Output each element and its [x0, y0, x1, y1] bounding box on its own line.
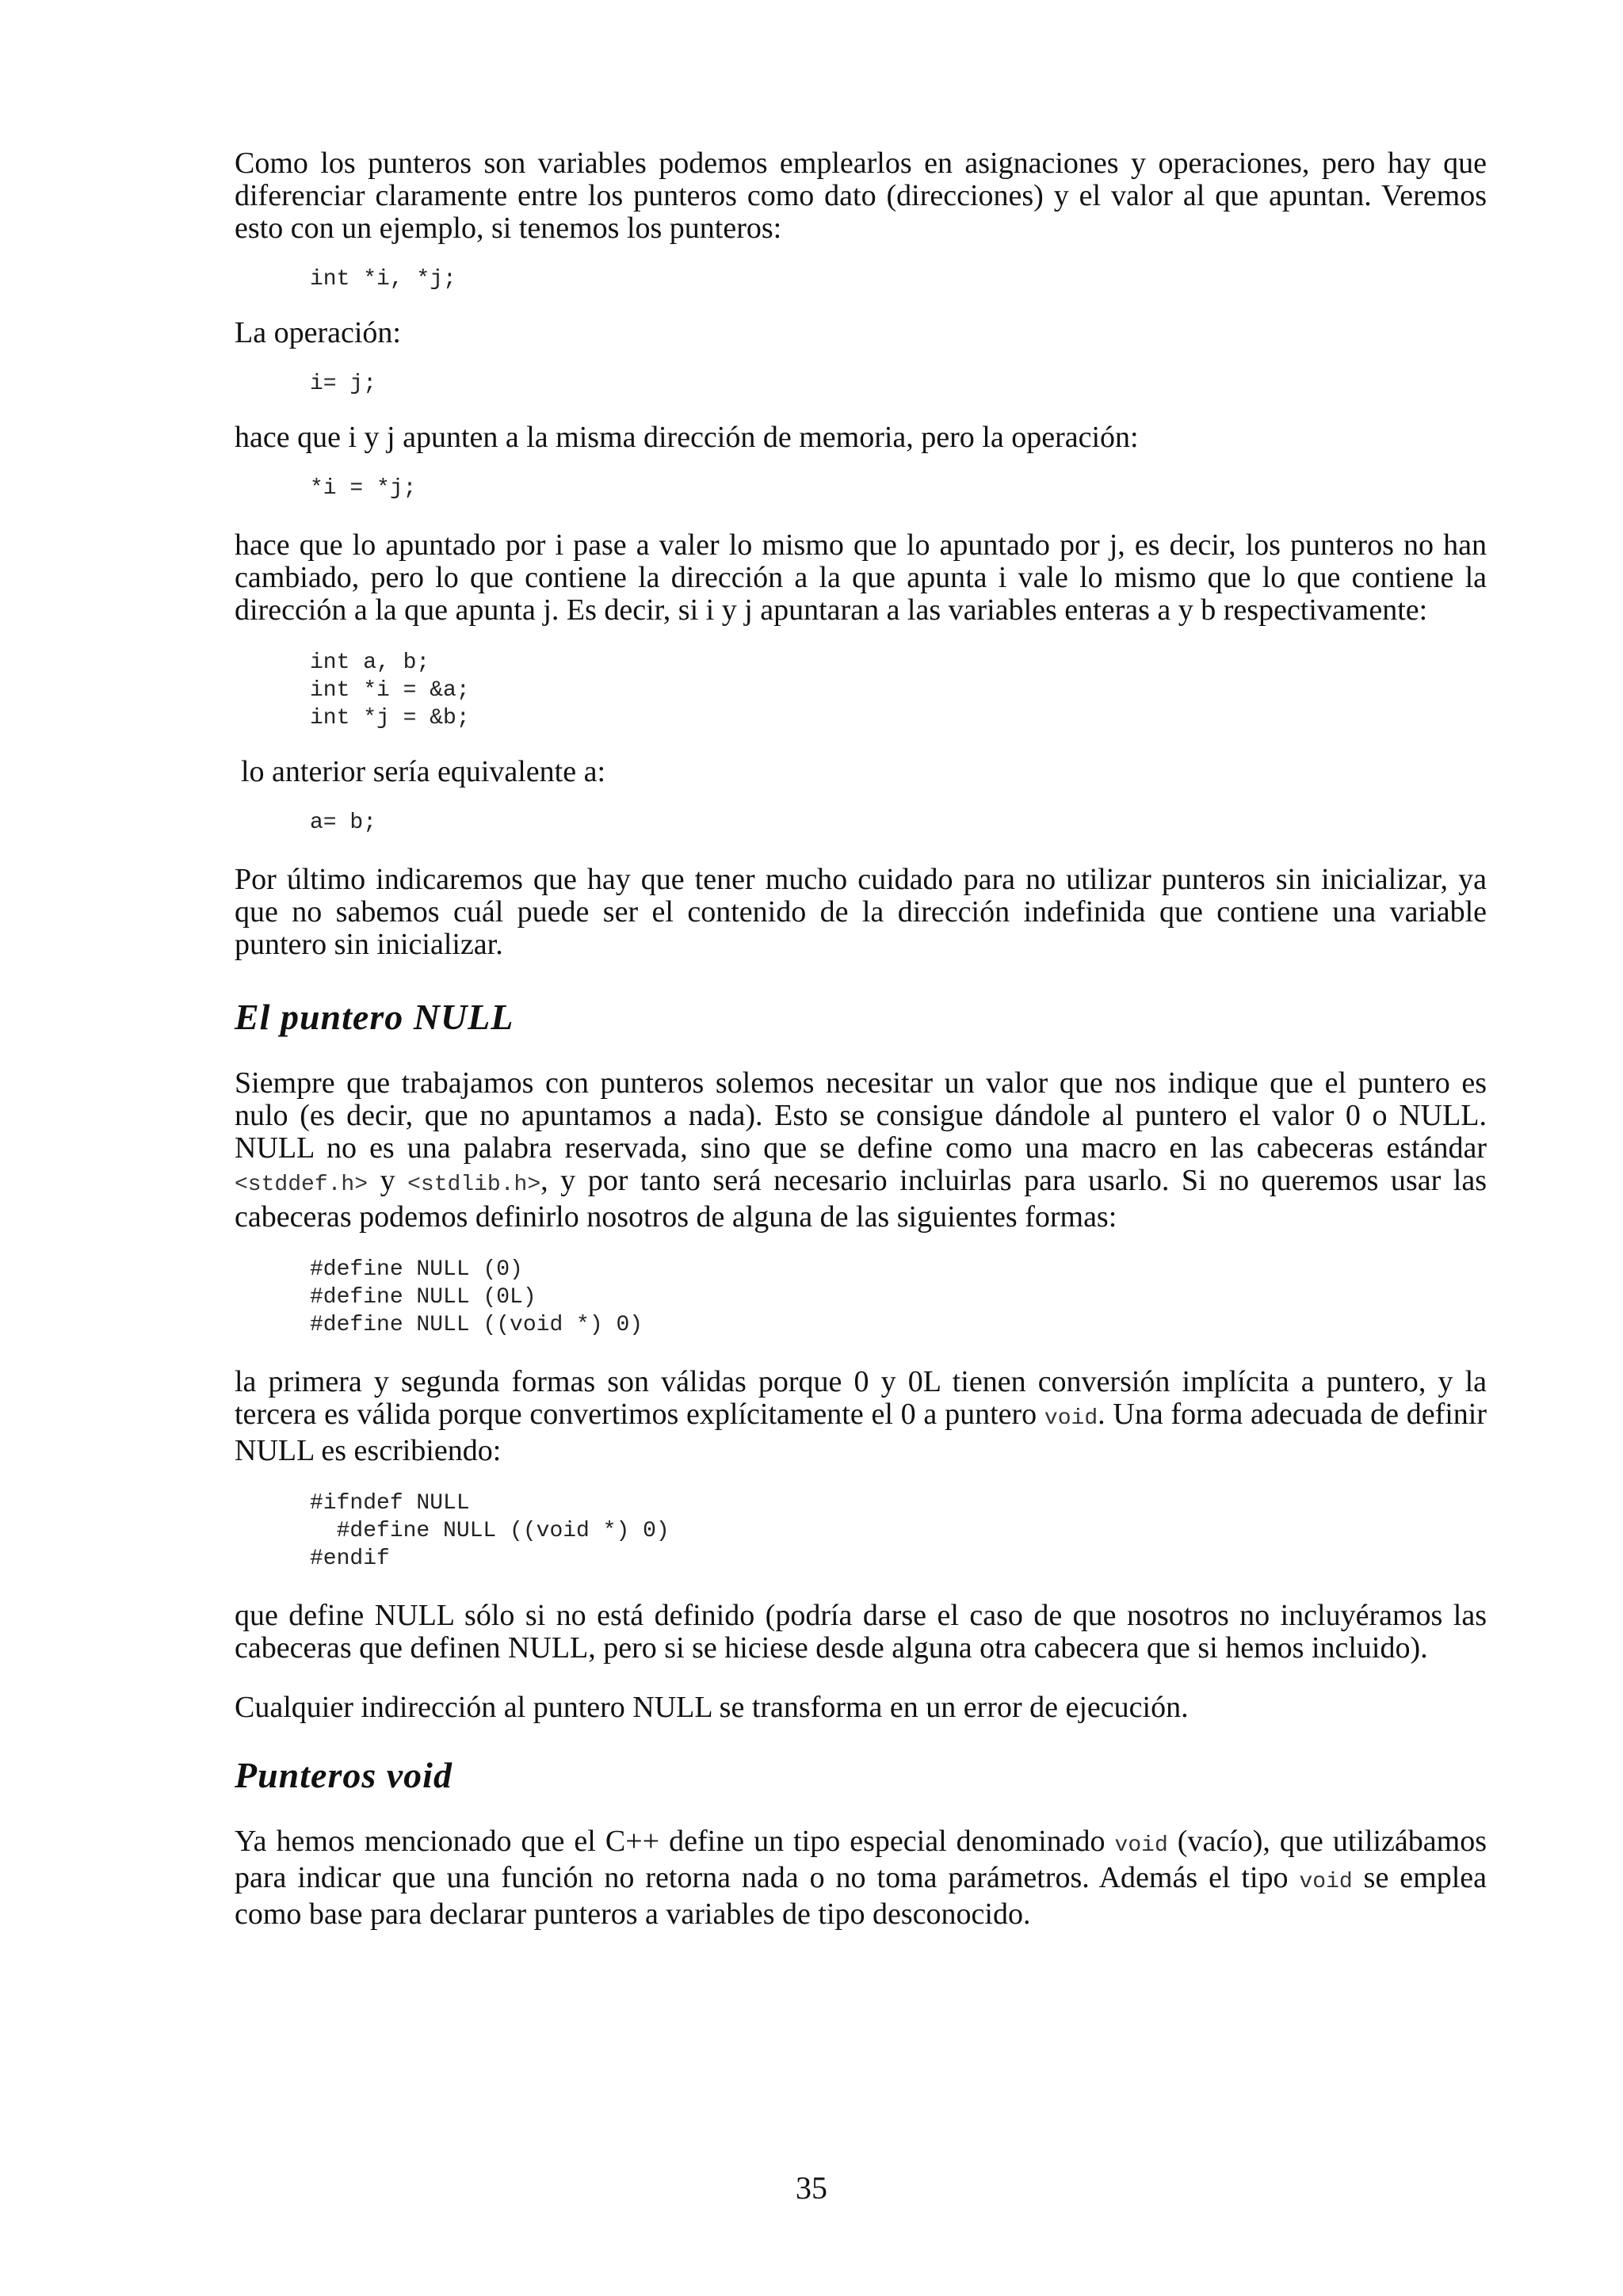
- void-paragraph-text-c: se emplea como base para declarar punteros a variables de tipo desconocido.: [235, 1861, 1487, 1931]
- code-block-int-variables: int a, b; int *i = &a; int *j = &b;: [310, 650, 470, 730]
- inline-code-void-base: void: [1299, 1870, 1353, 1894]
- null-paragraph: [235, 1067, 1487, 1234]
- code-block-equivalent: a= b;: [310, 810, 377, 835]
- indirect-explanation: hace que lo apuntado por i pase a valer lo mismo que lo apuntado por j, es decir, los punteros no han cambiado, pero lo que contiene la dirección a la que apunta i vale lo mismo que lo que contiene la dirección a la que apunta j. Es decir, si i y j apuntaran a las variables enteras a y b respectivamente:: [235, 528, 1487, 627]
- null-paragraph-text-c: , y por tanto será necesario incluirlas para usarlo. Si no queremos usar las cabeceras podemos definirlo nosotros de alguna de las siguientes formas:: [235, 1164, 1487, 1234]
- void-paragraph: [235, 1825, 1487, 1931]
- inline-code-stdlib: <stdlib.h>: [407, 1173, 541, 1197]
- null-paragraph-text-a: Siempre que trabajamos con punteros solemos necesitar un valor que nos indique que el puntero es nulo (es decir, que no apuntamos a nada). Esto se consigue dándole al puntero el valor 0 o NULL. NULL no es una palabra reservada, sino que se define como una macro en las cabeceras estándar: [235, 1066, 1487, 1165]
- code-block-indirect-assignment: *i = *j;: [310, 476, 417, 501]
- null-indirection-note: Cualquier indirección al puntero NULL se transforma en un error de ejecución.: [235, 1691, 1189, 1724]
- code-block-ifndef: #ifndef NULL #define NULL ((void *) 0) #endif: [310, 1491, 670, 1571]
- section-heading-void: Punteros void: [235, 1755, 453, 1795]
- page-number: 35: [796, 2170, 827, 2206]
- intro-paragraph: Como los punteros son variables podemos emplearlos en asignaciones y operaciones, pero hay que diferenciar claramente entre los punteros como dato (direcciones) y el valor al que apuntan. Veremos esto con un ejemplo, si tenemos los punteros:: [235, 147, 1487, 245]
- code-block-pointer-assignment: i= j;: [310, 372, 377, 396]
- null-forms-text-b: . Una forma adecuada de definir NULL es escribiendo:: [235, 1398, 1487, 1467]
- null-forms-text-a: la primera y segunda formas son válidas porque 0 y 0L tienen conversión implícita a puntero, y la tercera es válida porque convertimos explícitamente el 0 a puntero: [235, 1365, 1487, 1431]
- inline-code-void: void: [1044, 1406, 1098, 1431]
- code-block-pointer-declaration: int *i, *j;: [310, 267, 456, 292]
- null-forms-paragraph: [235, 1366, 1487, 1467]
- void-paragraph-text-b: (vacío), que utilizábamos para indicar que una función no retorna nada o no toma parámetros. Además el tipo: [235, 1825, 1487, 1894]
- inline-code-void-type: void: [1114, 1833, 1168, 1858]
- operation-label: La operación:: [235, 316, 401, 349]
- page-content: [235, 147, 1487, 1931]
- code-block-null-defines: #define NULL (0) #define NULL (0L) #define NULL ((void *) 0): [310, 1257, 643, 1337]
- assignment-explanation: hace que i y j apunten a la misma dirección de memoria, pero la operación:: [235, 421, 1139, 454]
- uninitialized-warning: Por último indicaremos que hay que tener mucho cuidado para no utilizar punteros sin inicializar, ya que no sabemos cuál puede ser el contenido de la dirección indefinida que contiene una variable puntero sin inicializar.: [235, 863, 1487, 961]
- ifndef-explanation: que define NULL sólo si no está definido (podría darse el caso de que nosotros no incluyéramos las cabeceras que definen NULL, pero si se hiciese desde alguna otra cabecera que si hemos incluido).: [235, 1599, 1487, 1665]
- null-paragraph-text-b: y: [368, 1164, 408, 1197]
- section-heading-null: El puntero NULL: [235, 997, 514, 1037]
- inline-code-stddef: <stddef.h>: [235, 1173, 369, 1197]
- void-paragraph-text-a: Ya hemos mencionado que el C++ define un tipo especial denominado: [235, 1825, 1115, 1858]
- equivalence-label: lo anterior sería equivalente a:: [241, 755, 606, 788]
